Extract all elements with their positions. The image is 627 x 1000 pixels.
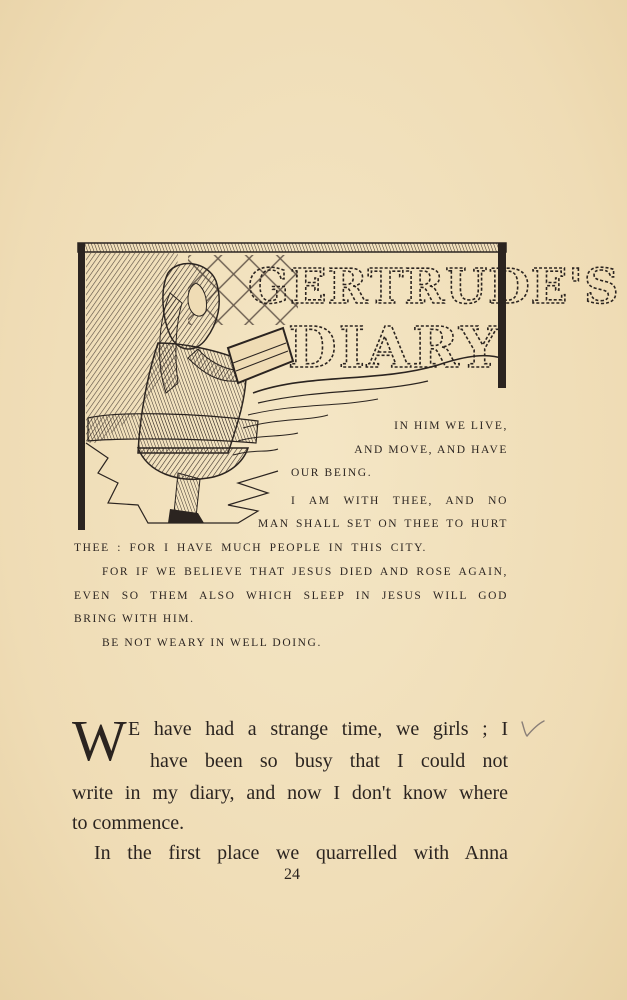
epigraph-line-10: BE NOT WEARY IN WELL DOING. [102, 637, 322, 649]
title-line-1: GERTRUDE'S [248, 259, 620, 315]
epigraph-line-8: EVEN SO THEM ALSO WHICH SLEEP IN JESUS WILL GOD [74, 590, 508, 602]
drop-cap: W [72, 708, 127, 773]
epigraph-line-2: AND MOVE, AND HAVE [354, 444, 508, 456]
pencil-checkmark-icon [520, 718, 546, 740]
body-line-5: In the first place we quarrelled with Anna [94, 842, 508, 864]
header-illustration [78, 243, 620, 533]
epigraph-line-4: I AM WITH THEE, AND NO [291, 495, 508, 507]
epigraph-line-1: IN HIM WE LIVE, [394, 420, 508, 432]
body-line-1: E have had a strange time, we girls ; I [128, 718, 508, 740]
body-line-2: have been so busy that I could not [150, 750, 508, 772]
epigraph-line-6: THEE : FOR I HAVE MUCH PEOPLE IN THIS CITY. [74, 542, 427, 554]
page-number: 24 [284, 866, 300, 883]
body-line-4: to commence. [72, 812, 185, 834]
girl-writing-illustration [78, 243, 620, 533]
epigraph-line-5: MAN SHALL SET ON THEE TO HURT [258, 518, 508, 530]
epigraph-line-7: FOR IF WE BELIEVE THAT JESUS DIED AND ROSE AGAIN, [102, 566, 508, 578]
epigraph-line-3: OUR BEING. [291, 467, 373, 479]
body-line-3: write in my diary, and now I don't know where [72, 782, 508, 804]
epigraph-line-9: BRING WITH HIM. [74, 613, 195, 625]
title-line-2: DIARY [288, 315, 501, 381]
